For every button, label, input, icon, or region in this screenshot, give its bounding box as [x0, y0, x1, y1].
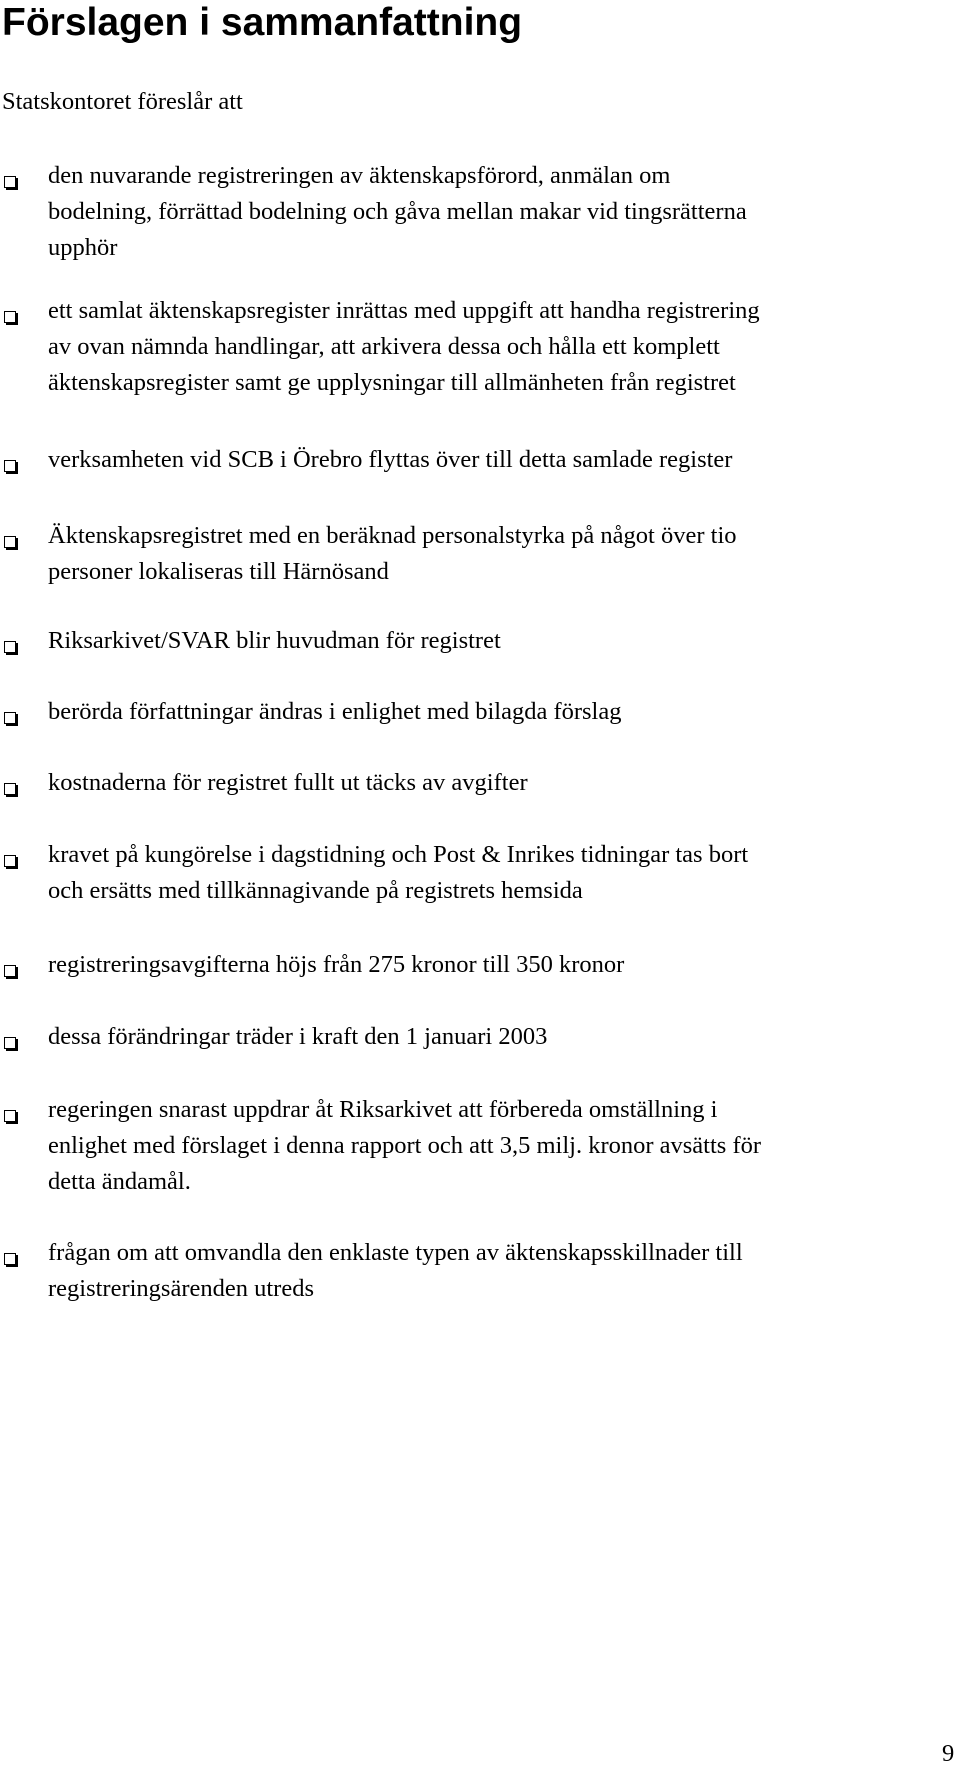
list-item-text: verksamheten vid SCB i Örebro flyttas över till detta samlade register — [48, 446, 733, 473]
list-item-text: berörda författningar ändras i enlighet med bilagda förslag — [48, 698, 622, 725]
page-title: Förslagen i sammanfattning — [2, 1, 523, 44]
checkbox-bullet-icon — [4, 965, 16, 977]
checkbox-bullet-icon — [4, 1110, 16, 1122]
checkbox-bullet-icon — [4, 783, 16, 795]
list-item-text: dessa förändringar träder i kraft den 1 januari 2003 — [48, 1023, 548, 1050]
checkbox-bullet-icon — [4, 311, 16, 323]
checkbox-bullet-icon — [4, 855, 16, 867]
list-item-text: registreringsavgifterna höjs från 275 kronor till 350 kronor — [48, 951, 625, 978]
list-item-text: ett samlat äktenskapsregister inrättas med uppgift att handha registrering av ovan nämnda handlingar, att arkivera dessa och hålla ett komplett äktenskapsregister samt ge upplysningar till allmänheten från registret — [48, 297, 760, 396]
checkbox-bullet-icon — [4, 536, 16, 548]
checkbox-bullet-icon — [4, 712, 16, 724]
list-item-text: regeringen snarast uppdrar åt Riksarkivet att förbereda omställning i enlighet med förslaget i denna rapport och att 3,5 milj. kronor avsätts för detta ändamål. — [48, 1096, 762, 1195]
page-number: 9 — [942, 1740, 955, 1767]
checkbox-bullet-icon — [4, 1253, 16, 1265]
checkbox-bullet-icon — [4, 1037, 16, 1049]
checkbox-bullet-icon — [4, 641, 16, 653]
list-item-text: Äktenskapsregistret med en beräknad personalstyrka på något över tio personer lokaliseras till Härnösand — [48, 522, 737, 585]
list-item-text: Riksarkivet/SVAR blir huvudman för registret — [48, 627, 501, 654]
list-item-text: den nuvarande registreringen av äktenskapsförord, anmälan om bodelning, förrättad bodelning och gåva mellan makar vid tingsrätterna upphör — [48, 162, 747, 261]
list-item-text: frågan om att omvandla den enklaste typen av äktenskapsskillnader till registreringsärenden utreds — [48, 1239, 743, 1302]
checkbox-bullet-icon — [4, 460, 16, 472]
checkbox-bullet-icon — [4, 176, 16, 188]
intro-text: Statskontoret föreslår att — [2, 88, 243, 115]
list-item-text: kostnaderna för registret fullt ut täcks av avgifter — [48, 769, 528, 796]
list-item-text: kravet på kungörelse i dagstidning och Post & Inrikes tidningar tas bort och ersätts med tillkännagivande på registrets hemsida — [48, 841, 749, 904]
